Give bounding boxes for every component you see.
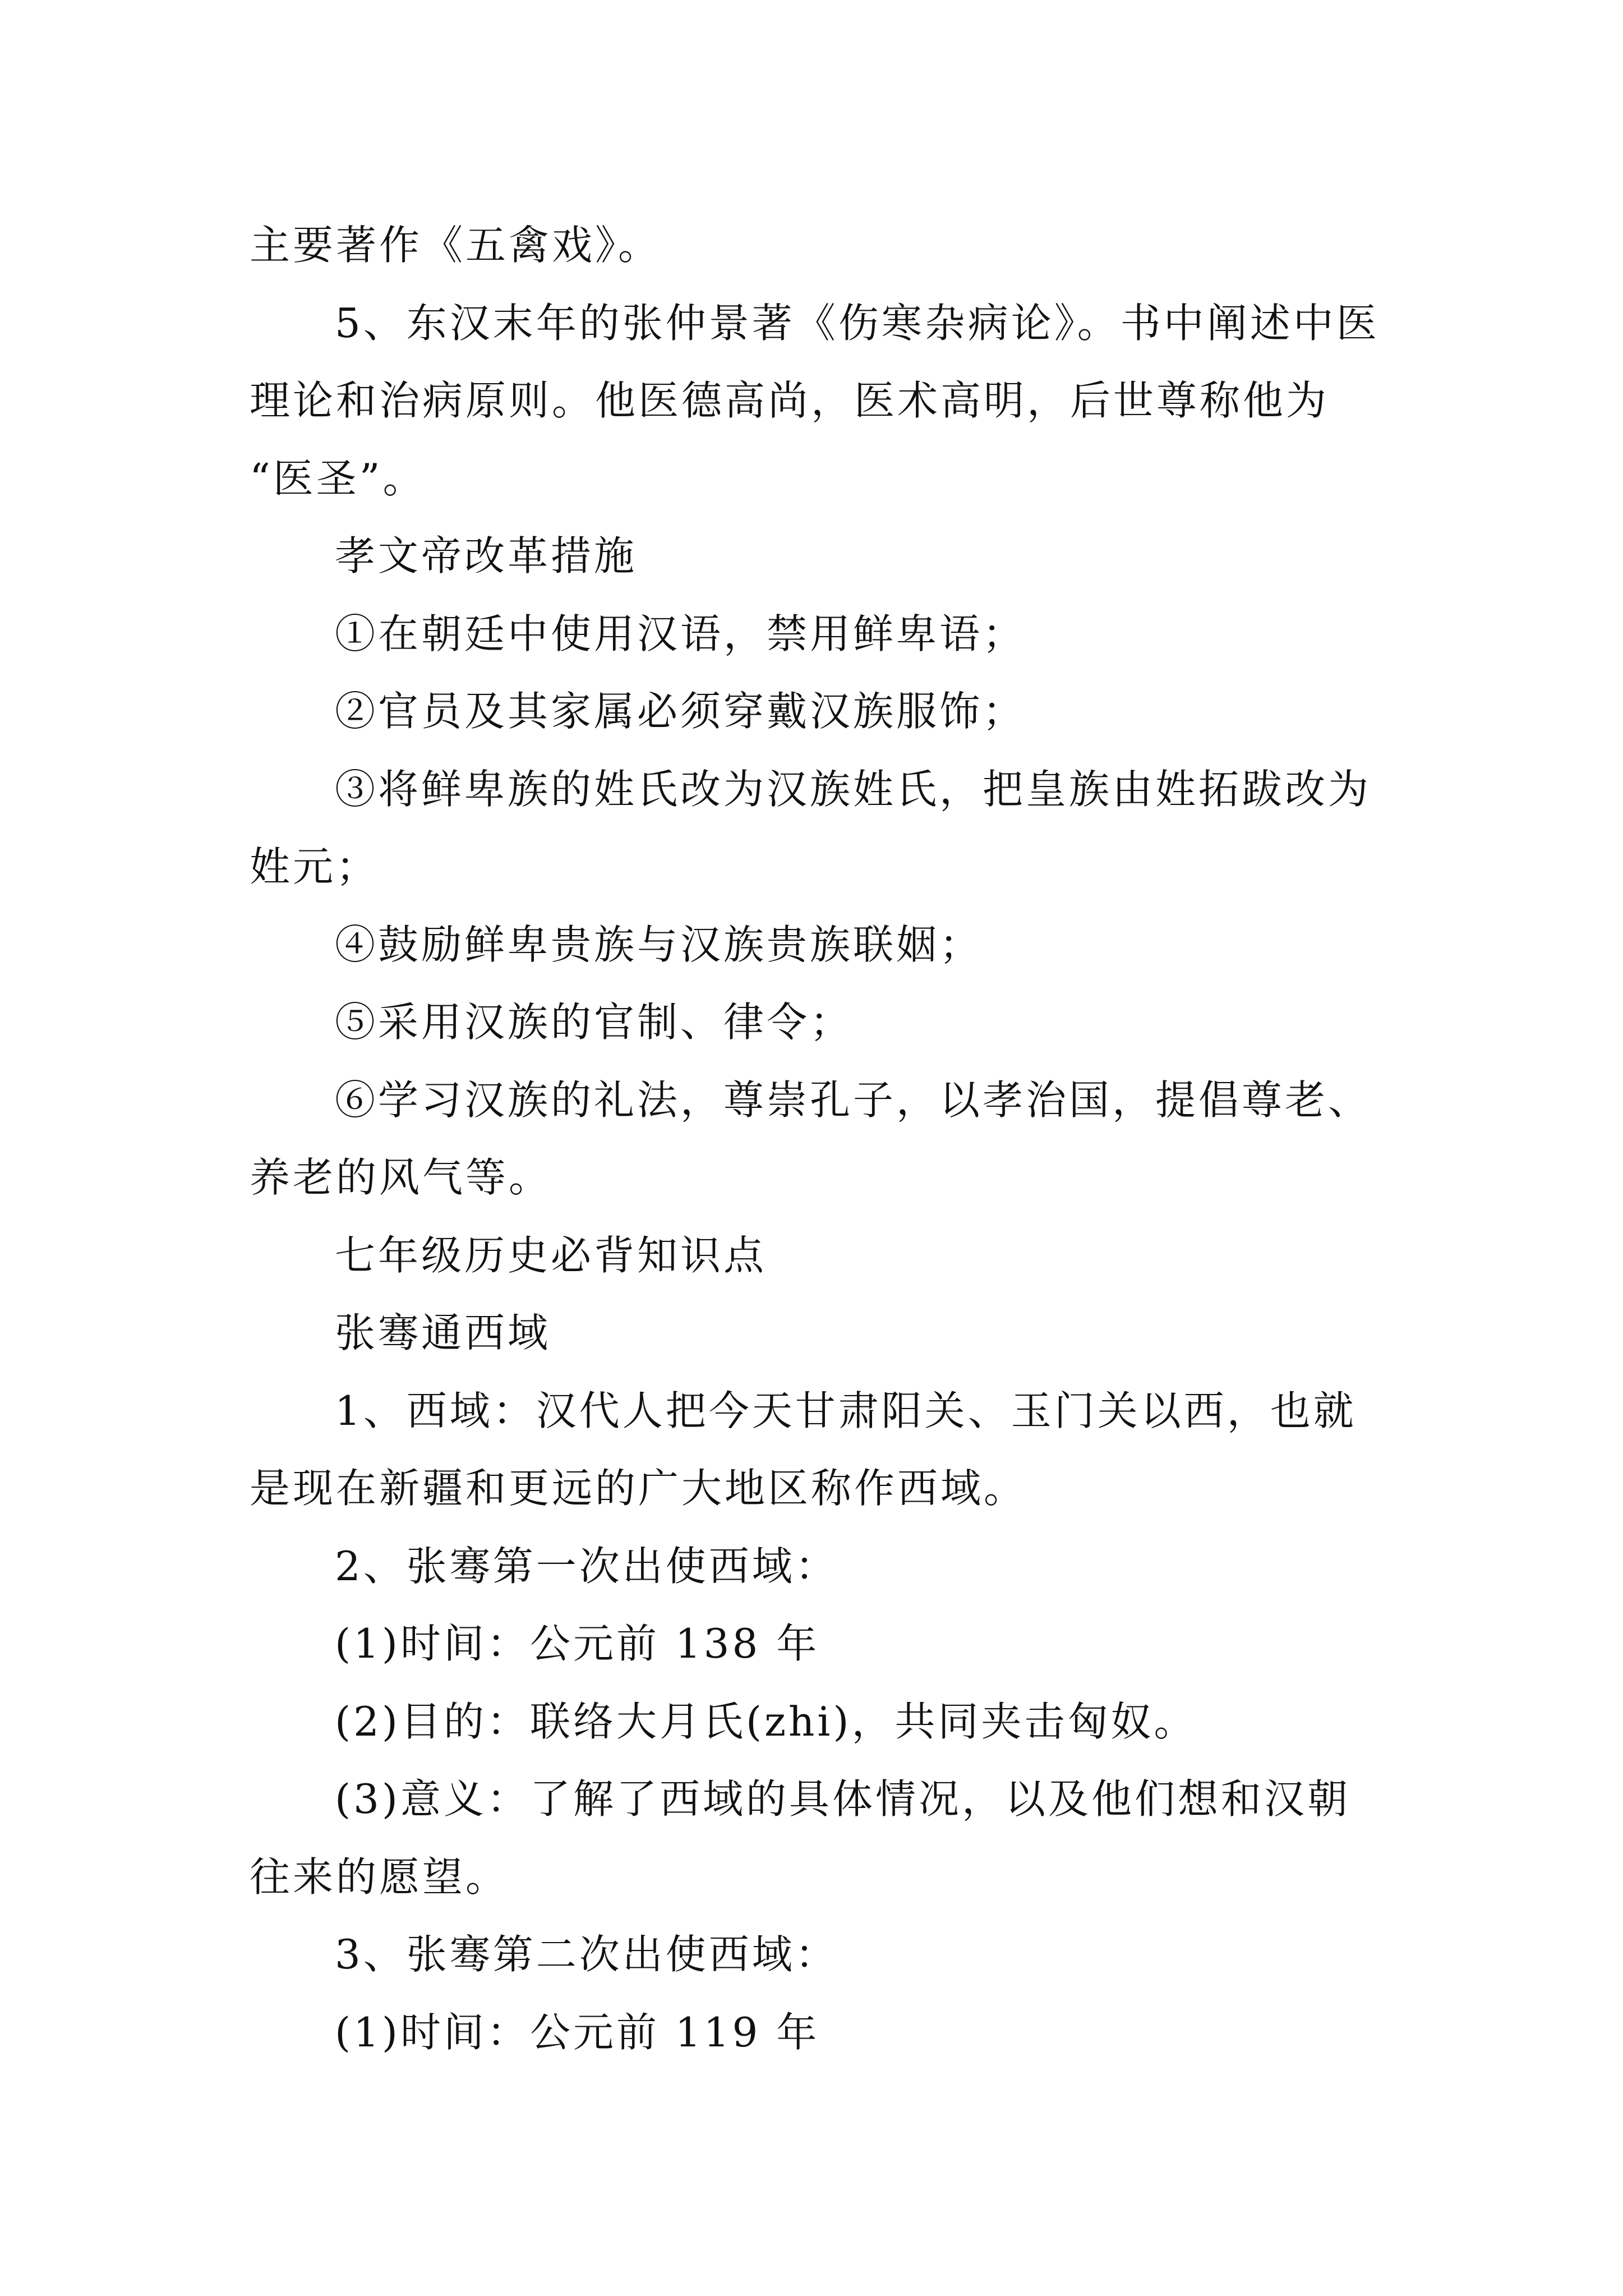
text-line: 3、张骞第二次出使西域： [335,1931,838,1978]
text-line: ③将鲜卑族的姓氏改为汉族姓氏，把皇族由姓拓跋改为 [335,765,1372,813]
text-line: (3)意义：了解了西域的具体情况，以及他们想和汉朝 [335,1775,1350,1823]
document-body [250,206,1388,2071]
text-line: 往来的愿望。 [250,1853,509,1901]
text-line: 主要著作《五禽戏》。 [250,222,662,269]
text-line: 养老的风气等。 [250,1154,552,1201]
text-line: ①在朝廷中使用汉语，禁用鲜卑语； [335,610,1026,657]
section-heading: 张骞通西域 [335,1309,551,1356]
text-line: 1、西域：汉代人把今天甘肃阳关、玉门关以西，也就 [335,1387,1357,1434]
text-line: ②官员及其家属必须穿戴汉族服饰； [335,688,1026,735]
text-line: ⑥学习汉族的礼法，尊崇孔子，以孝治国，提倡尊老、 [335,1076,1372,1124]
text-line: (2)目的：联络大月氏(zhi)，共同夹击匈奴。 [335,1697,1197,1745]
text-line: 5、东汉末年的张仲景著《伤寒杂病论》。书中阐述中医 [335,299,1380,347]
text-line: “医圣”。 [250,454,426,502]
text-line: (1)时间：公元前 138 年 [335,1620,820,1667]
text-line: 姓元； [250,843,380,890]
text-line: 2、张骞第一次出使西域： [335,1542,838,1590]
text-line: ⑤采用汉族的官制、律令； [335,999,854,1046]
text-line: 是现在新疆和更远的广大地区称作西域。 [250,1465,1027,1512]
text-line: (1)时间：公元前 119 年 [335,2008,820,2056]
section-heading: 孝文帝改革措施 [335,532,638,579]
text-line: ④鼓励鲜卑贵族与汉族贵族联姻； [335,921,983,968]
section-heading: 七年级历史必背知识点 [335,1231,767,1279]
text-line: 理论和治病原则。他医德高尚，医术高明，后世尊称他为 [250,377,1330,424]
